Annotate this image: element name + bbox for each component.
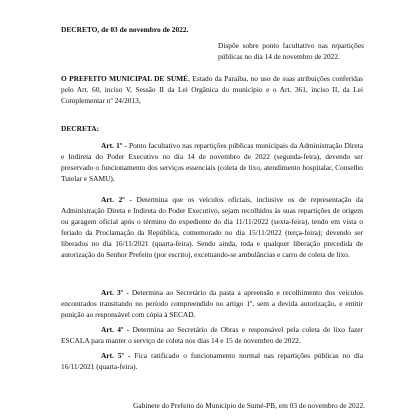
article-5: [61, 350, 363, 372]
article-label: Art. 3º -: [101, 288, 129, 297]
preamble-authority: O PREFEITO MUNICIPAL DE SUMÉ: [61, 74, 189, 83]
decreta-label: DECRETA:: [61, 124, 100, 133]
article-text: Ponto facultativo nas repartições públicas municipais da Administração Direta e Indireta do Poder Executivo no dia 14 de novembro de 2022 (segunda-feira), devendo ser preservado o funcionamento dos serviços essenciais (coleta de lixo, atendimento hospitalar, Conselho Tutelar e SAMU).: [61, 141, 363, 183]
article-text: Fica ratificado o funcionamento normal nas repartições públicas no dia 16/11/2021 (quarta-feira).: [61, 351, 363, 371]
preamble-text: , Estado da Paraíba, no uso de suas atribuições conferidas pelo Art. 60, inciso V, Sessão II da Lei Orgânica do município e o Art. 361, inciso II, da Lei Complementar nº 24/2013,: [61, 74, 364, 105]
article-label: Art. 4º -: [101, 325, 130, 334]
closing-line: Gabinete do Prefeito do Município de Sumé-PB, em 03 de novembro de 2022.: [133, 401, 365, 410]
decree-summary: Dispõe sobre ponto facultativo nas repartições públicas no dia 14 de novembro de 2022.: [218, 41, 364, 61]
article-4: [61, 324, 363, 346]
article-text: Determina ao Secretário da pasta a apreensão e recolhimento dos veículos encontrados transitando no período compreendido no artigo 1º, sem a devida autorização, e emitir punição ao responsável com cópia à SECAD.: [61, 288, 363, 319]
article-label: Art. 1º -: [101, 141, 127, 150]
article-label: Art. 5º -: [101, 351, 131, 360]
article-2: [61, 194, 363, 260]
article-text: Determina ao Secretário de Obras e responsável pela coleta de lixo fazer ESCALA para manter o serviço de coleta nos dias 14 e 15 de novembro de 2022.: [61, 325, 363, 345]
decree-preamble: [61, 73, 363, 106]
article-3: [61, 287, 363, 320]
article-label: Art. 2º -: [101, 195, 132, 204]
article-text: Determina que os veículos oficiais, inclusive os de representação da Administração Direta e Indireta do Poder Executivo, sejam recolhidos às suas repartições de origem ou garagem oficial após o término do expediente do dia 11/11/2022 (sexta-feira), tendo em vista o feriado da Proclamação da República, comemorado no dia 15/11/2022 (terça-feira); devendo ser liberados no dia 16/11/2021 (quarta-feira). Sendo ainda, toda e qualquer liberação precedida de autorização do Senhor Prefeito (por escrito), excetuando-se ambulâncias e carro de coleta de lixo.: [61, 195, 363, 259]
decree-heading: DECRETO, de 03 de novembro de 2022.: [61, 25, 189, 34]
article-1: [61, 140, 363, 184]
